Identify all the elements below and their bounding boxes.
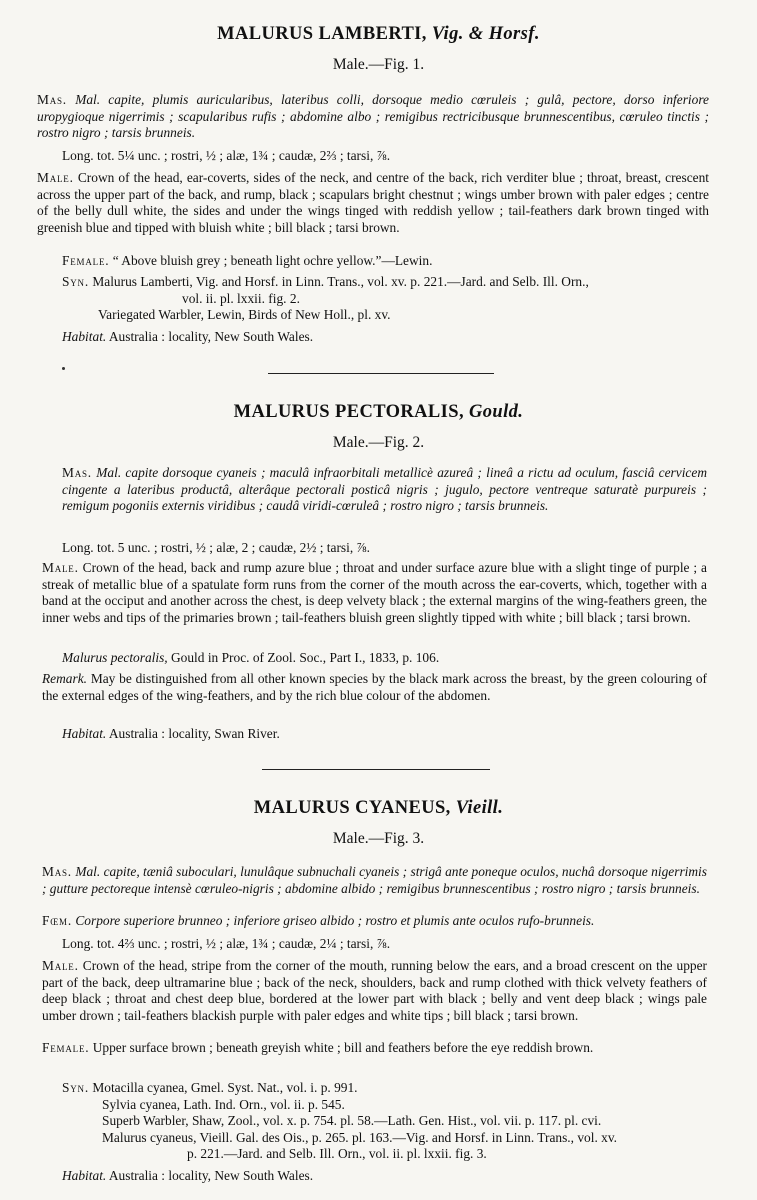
syn-line: Malurus Lamberti, Vig. and Horsf. in Linn. Trans., vol. xv. p. 221.—Jard. and Selb. Ill. Orn., <box>92 274 589 289</box>
latin-text: Mal. capite, tæniâ suboculari, lunulâque subnuchali cyaneis ; strigâ ante poneque oculos, nuchâ dorsoque nigerrimis ; gutture pectoreque intensè cœruleo-nigris ; abdomine albido ; remigibus brunnescentibus ; rostro nigro ; tarsis brunneis. <box>42 864 707 896</box>
male-text: Crown of the head, back and rump azure blue ; throat and under surface azure blue with a slight tinge of purple ; a streak of metallic blue of a spatulate form runs from the corner of the mouth across the ear-coverts, which, together with a band at the occiput and another across the chest, is deep velvety black ; the external margins of the wing-feathers green, the inner webs and tips of the primaries brown ; tail-feathers bluish green slightly tipped with white ; bill black ; tarsi brown. <box>42 560 707 625</box>
male-description <box>37 170 709 236</box>
latin-description-female <box>42 913 712 930</box>
habitat-label: Habitat. <box>62 726 107 741</box>
mas-label: Mas. <box>42 864 72 879</box>
mas-label: Mas. <box>62 465 92 480</box>
syn-line: vol. ii. pl. lxxii. fig. 2. <box>182 290 300 306</box>
species-entry-pectoralis <box>0 400 757 453</box>
synonymy <box>62 1080 722 1163</box>
species-name: MALURUS PECTORALIS, <box>233 402 464 422</box>
syn-label: Syn. <box>62 274 89 289</box>
section-divider <box>262 769 490 770</box>
latin-description <box>62 465 707 515</box>
syn-line: p. 221.—Jard. and Selb. Ill. Orn., vol. ii. pl. lxxii. fig. 3. <box>187 1146 487 1162</box>
species-entry-lamberti <box>0 22 757 75</box>
habitat-text: Australia : locality, New South Wales. <box>108 329 314 344</box>
female-label: Female. <box>42 1040 90 1055</box>
section-divider <box>268 373 494 374</box>
mas-label: Mas. <box>37 92 67 107</box>
remark-label: Remark. <box>42 671 87 686</box>
remark-text: May be distinguished from all other known species by the black mark across the breast, by the green colouring of the external edges of the wing-feathers, and by the rich blue colour of the abdomen. <box>42 671 707 703</box>
latin-description <box>42 864 707 897</box>
male-label: Male. <box>42 560 79 575</box>
habitat <box>62 329 702 346</box>
male-description <box>42 958 707 1024</box>
species-title <box>0 796 757 820</box>
reference-latin: Malurus pectoralis, <box>62 650 168 665</box>
female-description <box>62 253 702 270</box>
species-title <box>0 22 757 46</box>
female-text: “ Above bluish grey ; beneath light ochre yellow.”—Lewin. <box>112 253 433 268</box>
syn-line: Malurus cyaneus, Vieill. Gal. des Ois., p. 265. pl. 163.—Vig. and Horsf. in Linn. Trans., vol. xv. <box>102 1129 618 1145</box>
foem-label: Fœm. <box>42 913 72 928</box>
habitat <box>62 726 702 743</box>
synonymy <box>62 274 712 324</box>
habitat-label: Habitat. <box>62 329 107 344</box>
male-label: Male. <box>42 958 79 973</box>
female-description <box>42 1040 707 1057</box>
latin-description <box>37 92 709 142</box>
habitat-text: Australia : locality, Swan River. <box>108 726 280 741</box>
species-name: MALURUS LAMBERTI, <box>217 24 427 44</box>
syn-label: Syn. <box>62 1080 89 1095</box>
measurements: Long. tot. 5¼ unc. ; rostri, ½ ; alæ, 1¾ ; caudæ, 2⅔ ; tarsi, ⅞. <box>62 148 391 163</box>
habitat-text: Australia : locality, New South Wales. <box>108 1168 314 1183</box>
latin-text: Mal. capite dorsoque cyaneis ; maculâ infraorbitali metallicè azureâ ; lineâ a rictu ad oculum, fasciâ cervicem cingente a lateribus productâ, alterâque pectorali posticâ nigris ; jugulo, pectore ventreque saturatè purpureis ; remigum pogoniis externis viridibus ; caudâ viridi-cœruleâ ; rostro nigro ; tarsis brunneis. <box>62 465 707 514</box>
measurements: Long. tot. 5 unc. ; rostri, ½ ; alæ, 2 ; caudæ, 2½ ; tarsi, ⅞. <box>62 540 370 555</box>
species-entry-cyaneus <box>0 796 757 849</box>
figure-caption: Male.—Fig. 3. <box>332 830 425 847</box>
latin-text: Mal. capite, plumis auricularibus, lateribus colli, dorsoque medio cœruleis ; gulâ, pectore, dorso inferiore uropygioque nigerrimis ; scapularibus rufis ; abdomine albo ; remigibus rectricibusque brunnescentibus, cœruleo tinctis ; rostro nigro ; tarsis brunneis. <box>37 92 709 141</box>
species-authority: Vieill. <box>455 798 504 818</box>
syn-line: Variegated Warbler, Lewin, Birds of New Holl., pl. xv. <box>98 307 391 323</box>
remark <box>42 671 707 704</box>
species-authority: Gould. <box>469 402 524 422</box>
habitat-label: Habitat. <box>62 1168 107 1183</box>
female-label: Female. <box>62 253 110 268</box>
syn-line: Motacilla cyanea, Gmel. Syst. Nat., vol. i. p. 991. <box>92 1080 358 1095</box>
reference <box>62 650 702 667</box>
syn-line: Sylvia cyanea, Lath. Ind. Orn., vol. ii. p. 545. <box>102 1096 345 1112</box>
reference-text: Gould in Proc. of Zool. Soc., Part I., 1833, p. 106. <box>171 650 440 665</box>
male-text: Crown of the head, stripe from the corner of the mouth, running below the ears, and a broad crescent on the upper part of the back, deep ultramarine blue ; back of the neck, shoulders, back and rump clothed with thick velvety feathers of deep black ; throat and chest deep blue, bordered at the lower part with black ; belly and vent deep black ; wings pale umber drown ; tail-feathers blackish purple with paler edges and white tips ; bill black ; tarsi brown. <box>42 958 707 1023</box>
species-authority: Vig. & Horsf. <box>431 24 540 44</box>
male-label: Male. <box>37 170 74 185</box>
male-text: Crown of the head, ear-coverts, sides of the neck, and centre of the back, rich verditer blue ; throat, breast, crescent across the upper part of the back, and rump, black ; scapulars bright chestnut ; wings umber brown with paler edges ; centre of the belly dull white, the sides and under the wings tinged with reddish yellow ; tail-feathers dark brown tinged with greenish blue and tipped with bluish white ; bill black ; tarsi brown. <box>37 170 709 235</box>
female-text: Upper surface brown ; beneath greyish white ; bill and feathers before the eye reddish brown. <box>92 1040 594 1055</box>
habitat <box>62 1168 702 1185</box>
measurements: Long. tot. 4⅔ unc. ; rostri, ½ ; alæ, 1¾ ; caudæ, 2¼ ; tarsi, ⅞. <box>62 936 391 951</box>
latin-text: Corpore superiore brunneo ; inferiore griseo albido ; rostro et plumis ante oculos rufo-brunneis. <box>75 913 595 928</box>
figure-caption: Male.—Fig. 1. <box>332 56 425 73</box>
ink-speck <box>62 367 65 370</box>
male-description <box>42 560 707 626</box>
species-title <box>0 400 757 424</box>
syn-line: Superb Warbler, Shaw, Zool., vol. x. p. 754. pl. 58.—Lath. Gen. Hist., vol. vii. p. 117. pl. cvi. <box>102 1113 602 1129</box>
species-name: MALURUS CYANEUS, <box>253 798 451 818</box>
figure-caption: Male.—Fig. 2. <box>332 434 425 451</box>
